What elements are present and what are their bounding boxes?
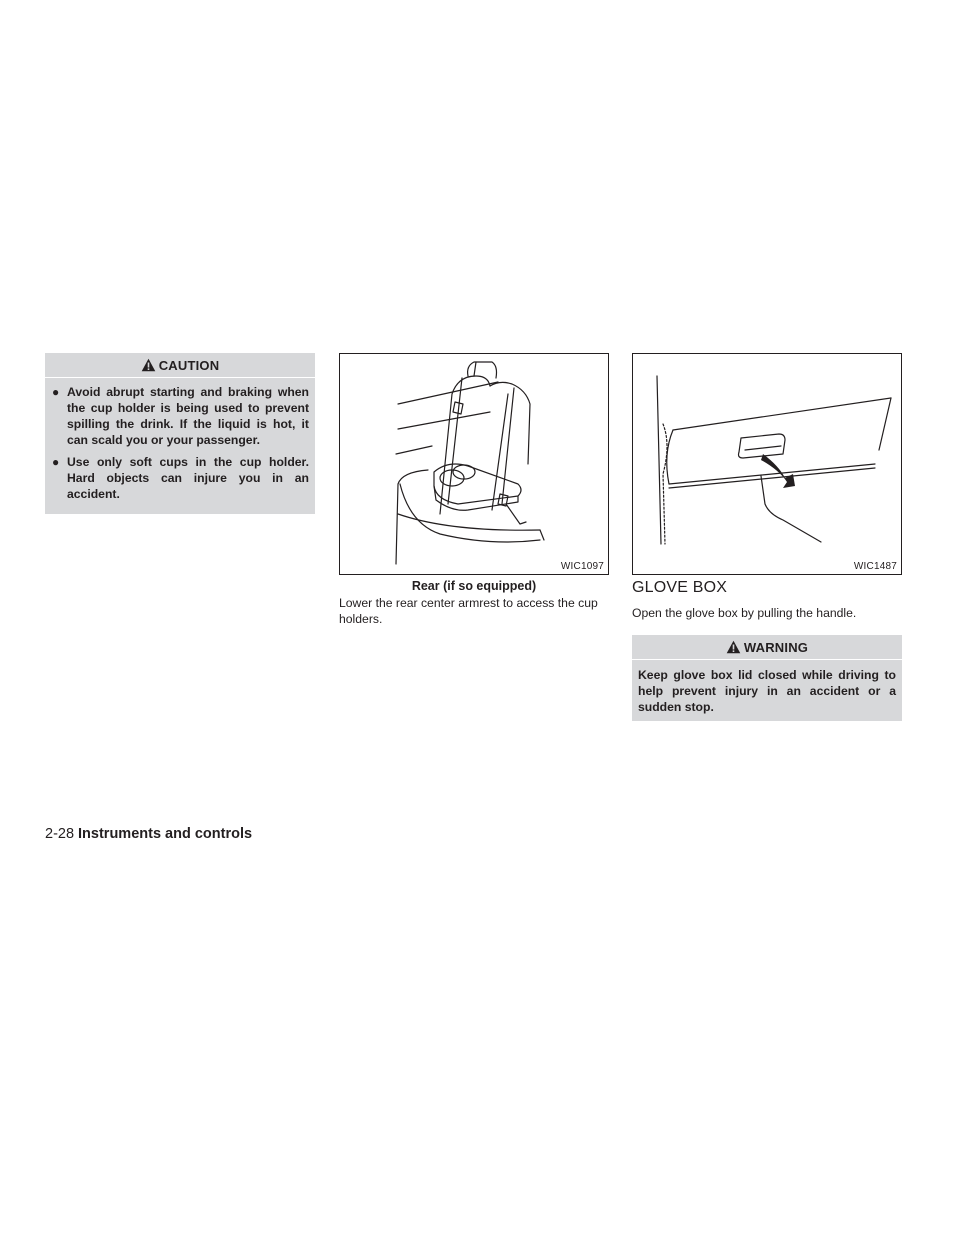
caution-list bbox=[45, 378, 315, 502]
caution-box bbox=[45, 353, 315, 514]
rear-armrest-text: Lower the rear center armrest to access the cup holders. bbox=[339, 596, 598, 626]
section-title: GLOVE BOX bbox=[632, 579, 728, 596]
warning-box bbox=[632, 635, 902, 721]
caution-item-text: Use only soft cups in the cup holder. Hard objects can injure you in an accident. bbox=[67, 455, 309, 501]
page-number: 2-28 bbox=[45, 826, 75, 842]
list-item bbox=[51, 384, 309, 448]
caution-heading-text: CAUTION bbox=[158, 357, 220, 373]
figure-code: WIC1487 bbox=[853, 561, 897, 572]
glove-box-text: Open the glove box by pulling the handle. bbox=[632, 606, 857, 620]
caution-item-text: Avoid abrupt starting and braking when the cup holder is being used to prevent spilling the drink. If the liquid is hot, it can scald you or your passenger. bbox=[67, 385, 309, 447]
bullet-icon: ● bbox=[52, 385, 60, 399]
chapter-title: Instruments and controls bbox=[78, 826, 253, 842]
warning-triangle-icon bbox=[141, 358, 156, 372]
warning-text: Keep glove box lid closed while driving to help prevent injury in an accident or a sudden stop. bbox=[638, 668, 896, 714]
warning-heading bbox=[632, 635, 902, 660]
rear-seat-illustration bbox=[340, 354, 608, 574]
left-column bbox=[45, 353, 315, 514]
glove-box-illustration bbox=[633, 354, 901, 574]
rear-cup-holder-figure bbox=[339, 353, 609, 575]
caution-heading bbox=[45, 353, 315, 378]
warning-heading-text: WARNING bbox=[743, 639, 809, 655]
figure-code: WIC1097 bbox=[560, 561, 604, 572]
glove-box-figure bbox=[632, 353, 902, 575]
bullet-icon: ● bbox=[52, 455, 60, 469]
middle-column bbox=[339, 353, 609, 627]
page-footer bbox=[45, 826, 252, 842]
list-item bbox=[51, 454, 309, 502]
figure-caption: Rear (if so equipped) bbox=[411, 579, 537, 593]
warning-triangle-icon bbox=[726, 640, 741, 654]
right-column bbox=[632, 353, 902, 721]
